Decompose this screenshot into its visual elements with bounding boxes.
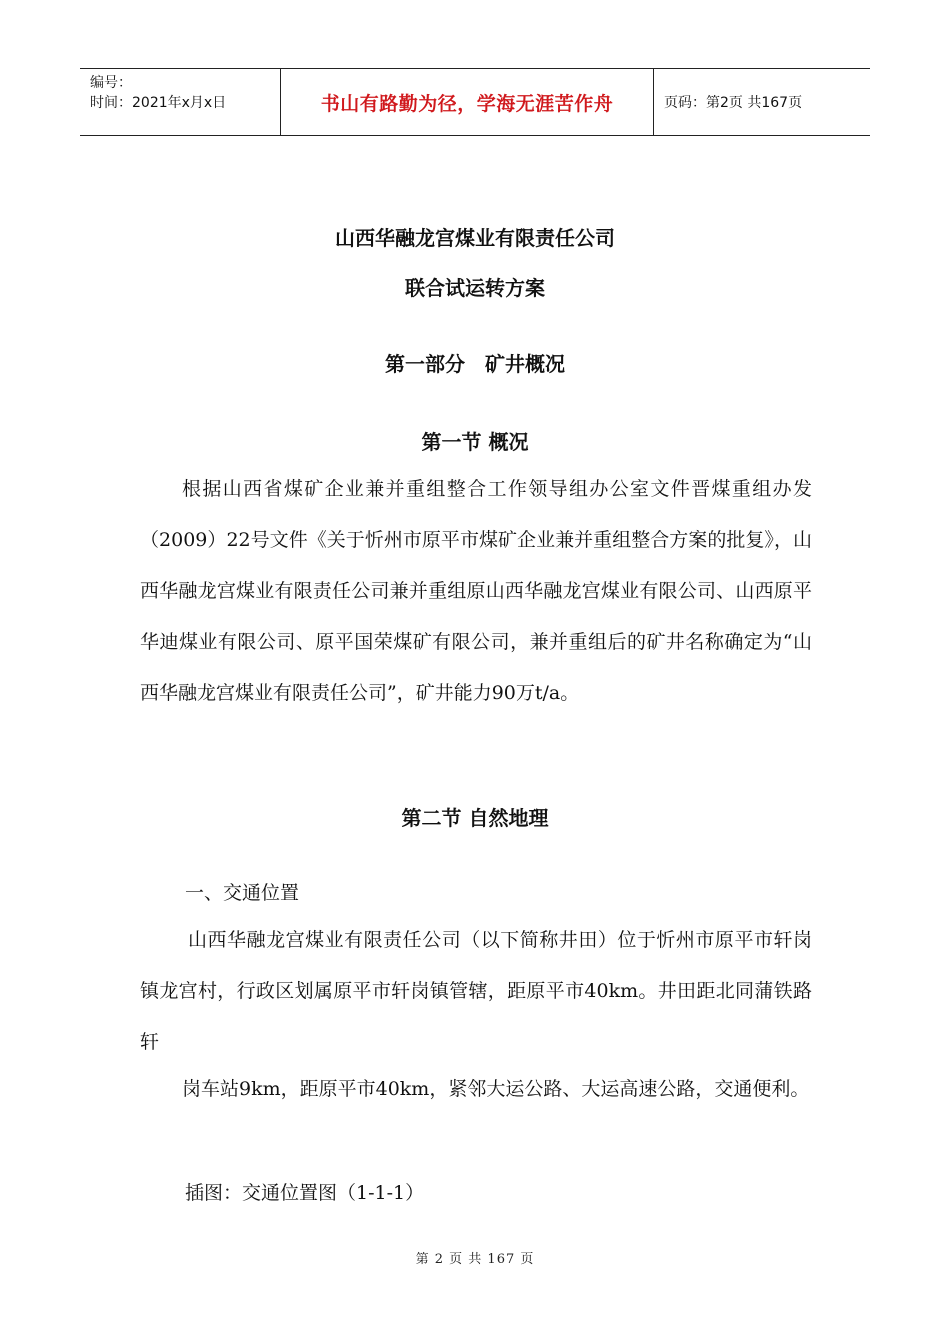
header-motto: 书山有路勤为径，学海无涯苦作舟 xyxy=(280,69,654,135)
station-text: 岗车站9km，距原平市40km，紧邻大运公路、大运高速公路，交通便利。 xyxy=(182,1078,810,1100)
location-paragraph xyxy=(140,915,812,1068)
time-label: 时间：2021年x月x日 xyxy=(90,95,227,111)
number-label: 编号： xyxy=(90,75,132,91)
header-page-info: 页码：第2页 共167页 xyxy=(664,95,803,111)
overview-text: 根据山西省煤矿企业兼并重组整合工作领导组办公室文件晋煤重组办发（2009）22号文件《关于忻州市原平市煤矿企业兼并重组整合方案的批复》，山西华融龙宫煤业有限责任公司兼并重组原山西华融龙宫煤业有限公司、山西原平华迪煤业有限公司、原平国荣煤矿有限公司，兼并重组后的矿井名称确定为“山西华融龙宫煤业有限责任公司”，矿井能力90万t/a。 xyxy=(140,478,812,704)
document-subtitle: 联合试运转方案 xyxy=(405,276,545,300)
page-header xyxy=(80,68,870,136)
location-text: 山西华融龙宫煤业有限责任公司（以下简称井田）位于忻州市原平市轩岗镇龙宫村，行政区划属原平市轩岗镇管辖，距原平市40km。井田距北同蒲铁路轩 xyxy=(140,929,812,1053)
page-footer: 第 2 页 共 167 页 xyxy=(415,1252,535,1267)
part-heading: 第一部分 矿井概况 xyxy=(385,352,565,376)
document-title: 山西华融龙宫煤业有限责任公司 xyxy=(335,226,615,250)
overview-paragraph xyxy=(140,464,812,719)
station-paragraph xyxy=(140,1064,812,1115)
header-meta xyxy=(80,69,280,135)
figure-caption: 插图：交通位置图（1-1-1） xyxy=(185,1182,425,1204)
subsection-heading-location: 一、交通位置 xyxy=(185,882,300,904)
section-heading-overview: 第一节 概况 xyxy=(421,430,529,454)
section-heading-geography: 第二节 自然地理 xyxy=(401,806,549,830)
